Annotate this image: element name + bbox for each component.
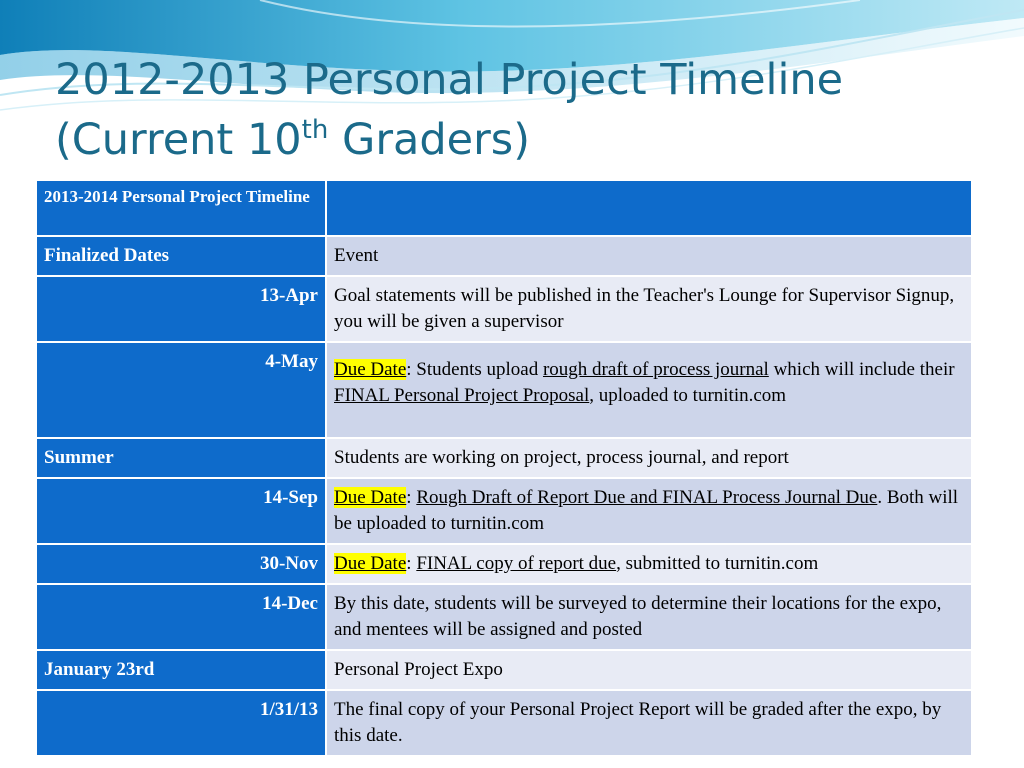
table-row bbox=[36, 342, 972, 438]
event-cell bbox=[326, 342, 972, 438]
event-cell: Goal statements will be published in the Teacher's Lounge for Supervisor Signup, you will be given a supervisor bbox=[326, 276, 972, 342]
event-cell: By this date, students will be surveyed to determine their locations for the expo, and mentees will be assigned and posted bbox=[326, 584, 972, 650]
due-date-label: Due Date bbox=[334, 487, 407, 508]
event-text: : Students upload bbox=[406, 359, 543, 380]
event-text: , submitted to turnitin.com bbox=[616, 553, 819, 574]
header-right-cell bbox=[326, 180, 972, 236]
slide-title bbox=[55, 50, 1005, 170]
table-row bbox=[36, 650, 972, 690]
event-cell: The final copy of your Personal Project Report will be graded after the expo, by this date. bbox=[326, 690, 972, 756]
title-superscript: th bbox=[301, 115, 329, 145]
due-date-label: Due Date bbox=[334, 359, 407, 380]
date-cell: 14-Sep bbox=[36, 478, 326, 544]
underlined-text: FINAL Personal Project Proposal bbox=[334, 385, 590, 406]
header-left-cell: 2013-2014 Personal Project Timeline bbox=[36, 180, 326, 236]
date-cell: 14-Dec bbox=[36, 584, 326, 650]
table-row bbox=[36, 584, 972, 650]
table-row bbox=[36, 478, 972, 544]
date-cell: 4-May bbox=[36, 342, 326, 438]
event-text: : bbox=[406, 487, 417, 508]
table-row bbox=[36, 276, 972, 342]
underlined-text: FINAL copy of report due bbox=[416, 553, 617, 574]
table-row bbox=[36, 236, 972, 276]
date-cell: 30-Nov bbox=[36, 544, 326, 584]
event-cell: Personal Project Expo bbox=[326, 650, 972, 690]
title-line-1: 2012-2013 Personal Project Timeline bbox=[55, 55, 844, 105]
underlined-text: rough draft of process journal bbox=[542, 359, 769, 380]
event-text: , uploaded to turnitin.com bbox=[589, 385, 787, 406]
date-cell: Summer bbox=[36, 438, 326, 478]
date-cell: Finalized Dates bbox=[36, 236, 326, 276]
table-row bbox=[36, 438, 972, 478]
event-text: . Both will be uploaded to turnitin.com bbox=[334, 487, 959, 534]
event-cell bbox=[326, 478, 972, 544]
date-cell: 13-Apr bbox=[36, 276, 326, 342]
due-date-label: Due Date bbox=[334, 553, 407, 574]
event-cell bbox=[326, 544, 972, 584]
timeline-table bbox=[35, 179, 973, 757]
underlined-text: Rough Draft of Report Due and FINAL Process Journal Due bbox=[416, 487, 878, 508]
table-row bbox=[36, 544, 972, 584]
date-cell: January 23rd bbox=[36, 650, 326, 690]
title-line-2-suffix: Graders) bbox=[328, 115, 530, 165]
event-text: : bbox=[406, 553, 417, 574]
date-cell: 1/31/13 bbox=[36, 690, 326, 756]
event-text: which will include their bbox=[768, 359, 955, 380]
event-cell: Students are working on project, process journal, and report bbox=[326, 438, 972, 478]
event-cell: Event bbox=[326, 236, 972, 276]
table-header-row bbox=[36, 180, 972, 236]
table-row bbox=[36, 690, 972, 756]
title-line-2-prefix: (Current 10 bbox=[55, 115, 302, 165]
